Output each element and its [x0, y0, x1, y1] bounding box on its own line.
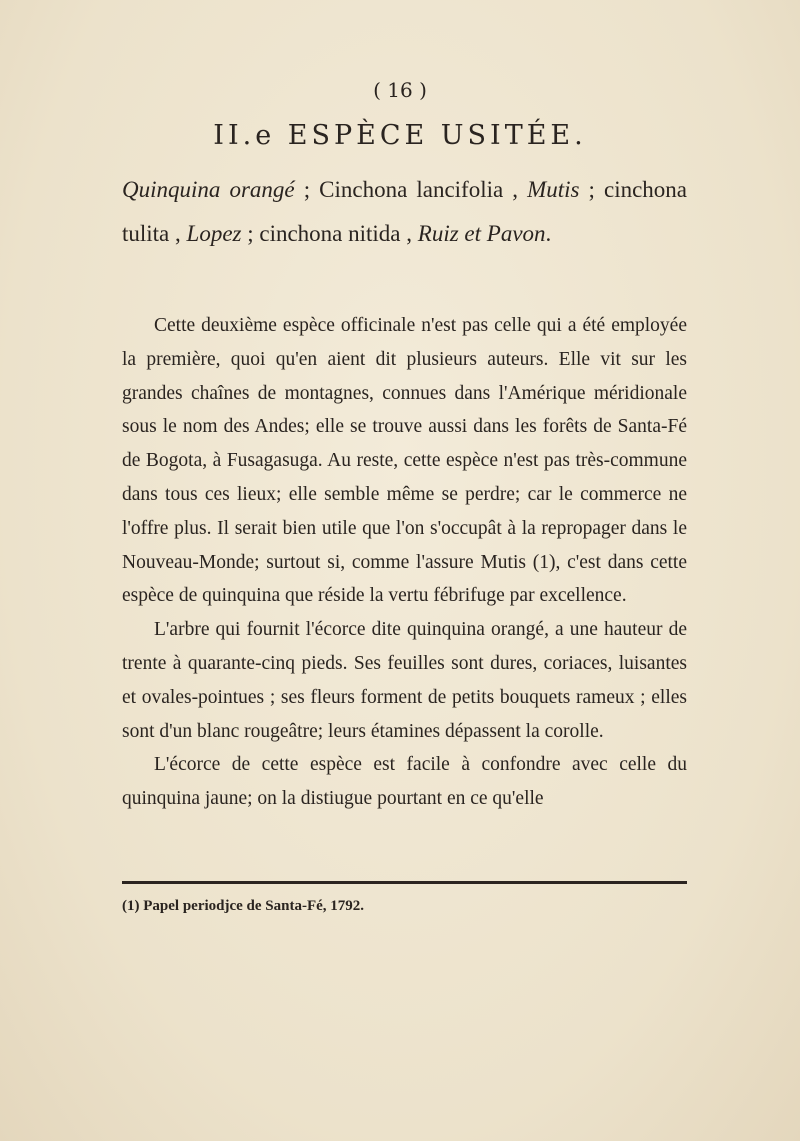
paragraph: L'écorce de cette espèce est facile à confondre avec celle du quinquina jaune; on la distiugue pourtant en ce qu'elle: [122, 754, 687, 810]
footnote: (1) Papel periodjce de Santa-Fé, 1792.: [122, 898, 365, 914]
synonym-text: ; Cinchona lancifolia ,: [294, 177, 528, 202]
footnote-divider: [122, 881, 687, 884]
author-name: Mutis: [527, 177, 580, 202]
paragraph: Cette deuxième espèce officinale n'est pas celle qui a été employée la première, quoi qu'en aient dit plusieurs auteurs. Elle vit sur les grandes chaînes de montagnes, connues dans l'Amérique méridionale sous le nom des Andes; elle se trouve aussi dans les forêts de Santa-Fé de Bogota, à Fusagasuga. Au reste, cette espèce n'est pas très-commune dans tous ces lieux; elle semble même se perdre; car le commerce ne l'offre plus. Il serait bien utile que l'on s'occupât à la repropager dans le Nouveau-Monde; surtout si, comme l'assure Mutis (1), c'est dans cette espèce de quinquina que réside la vertu fébrifuge par excellence.: [122, 315, 687, 607]
author-name: Lopez: [186, 221, 242, 246]
page-number: ( 16 ): [373, 78, 427, 102]
synonym-list: [122, 168, 687, 256]
synonym-text: ; cinchona nitida ,: [241, 221, 418, 246]
body-text: [122, 309, 687, 816]
synonym-text: ; cinchona tulita ,: [122, 177, 687, 246]
paragraph: L'arbre qui fournit l'écorce dite quinquina orangé, a une hauteur de trente à quarante-cinq pieds. Ses feuilles sont dures, coriaces, luisantes et ovales-pointues ; ses fleurs forment de petits bouquets rameux ; elles sont d'un blanc rougeâtre; leurs étamines dépassent la corolle.: [122, 619, 687, 742]
section-title: II.e ESPÈCE USITÉE.: [213, 120, 587, 151]
author-name: Ruiz et Pavon: [417, 221, 546, 246]
common-name: Quinquina orangé: [122, 177, 295, 202]
synonym-text: .: [545, 221, 552, 246]
